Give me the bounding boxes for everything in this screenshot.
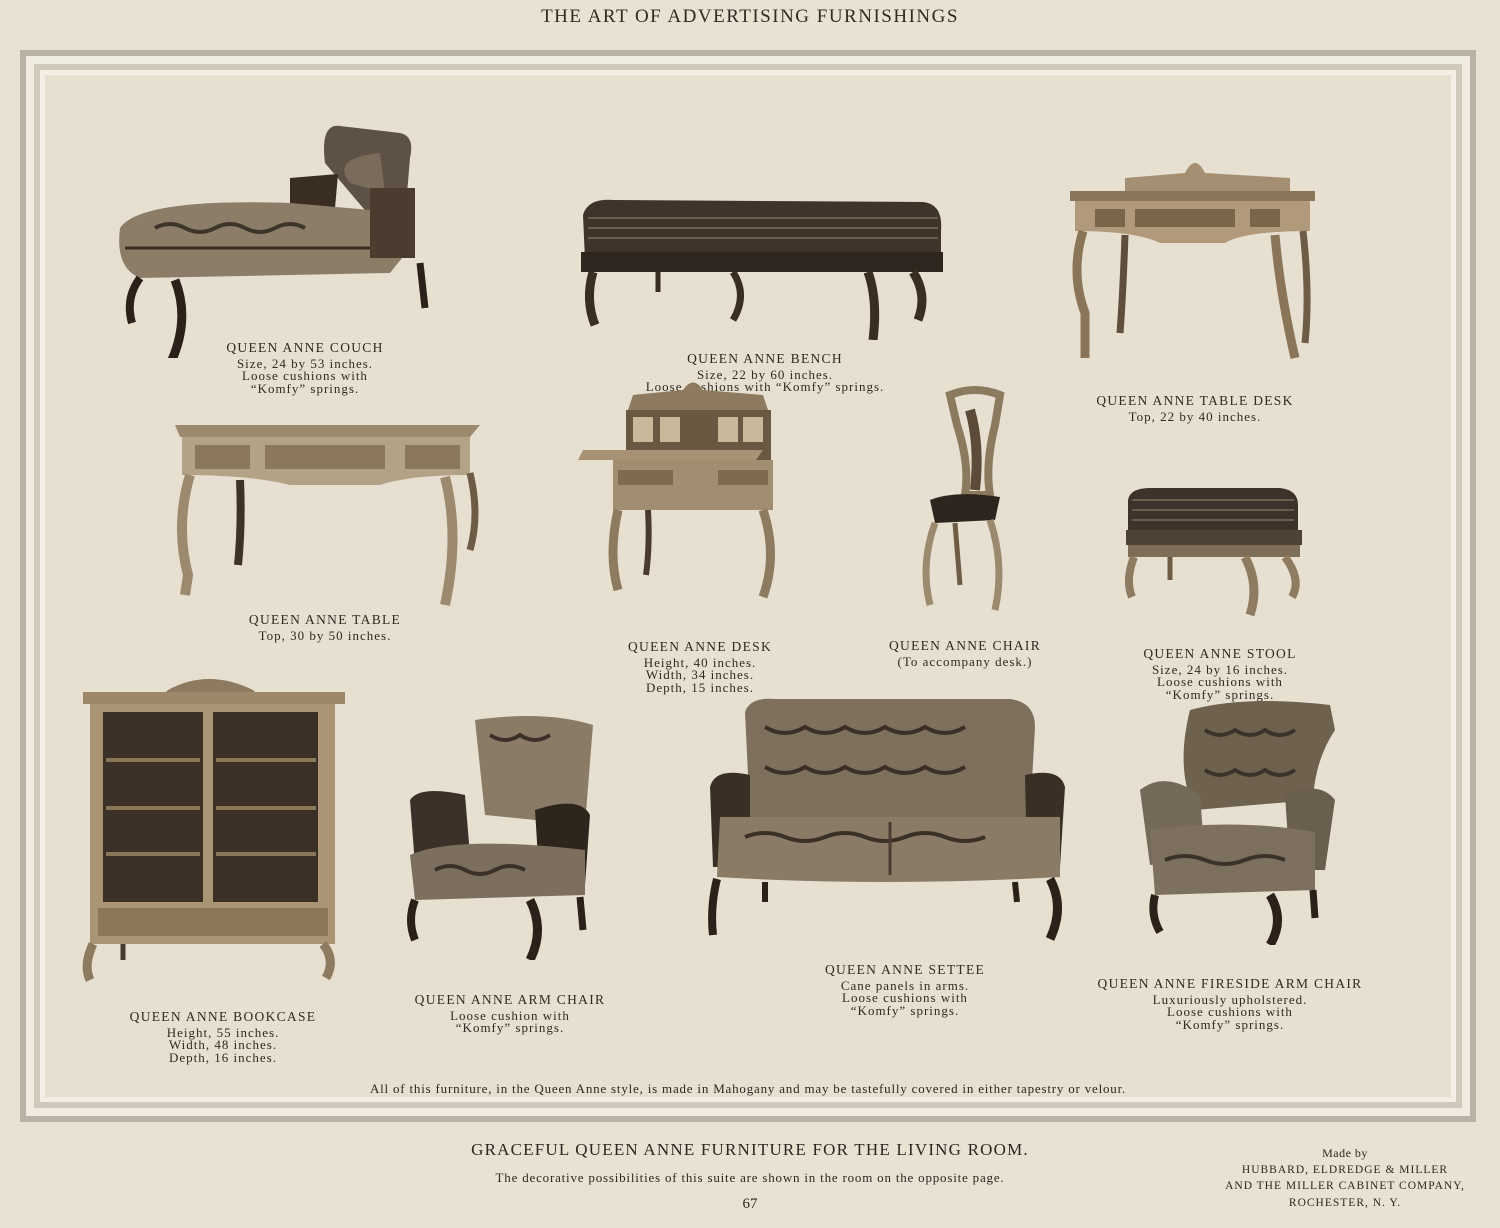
arm-chair-caption <box>390 994 630 1035</box>
stool-caption <box>1095 648 1345 701</box>
fireside-chair-detail-3: “Komfy” springs. <box>1175 1016 1285 1032</box>
bookcase-illustration <box>78 670 348 985</box>
page-number: 67 <box>742 1196 758 1212</box>
plate-subtitle: The decorative possibilities of this suite are shown in the room on the opposite page. <box>495 1170 1005 1185</box>
chair-detail-1: (To accompany desk.) <box>897 653 1033 669</box>
settee-illustration <box>705 697 1075 947</box>
maker-line-3: ROCHESTER, N. Y. <box>1288 1196 1402 1209</box>
couch-name: QUEEN ANNE COUCH <box>226 340 384 355</box>
chair-name: QUEEN ANNE CHAIR <box>888 638 1042 653</box>
table-desk-illustration <box>1065 143 1325 363</box>
maker-line-1: HUBBARD, ELDREDGE & MILLER <box>1241 1163 1449 1176</box>
plate-title: GRACEFUL QUEEN ANNE FURNITURE FOR THE LIVING ROOM. <box>471 1140 1029 1159</box>
table-caption <box>200 614 450 642</box>
bookcase-detail-3: Depth, 16 inches. <box>169 1049 277 1065</box>
desk-detail-3: Depth, 15 inches. <box>646 679 754 695</box>
table-desk-detail-1: Top, 22 by 40 inches. <box>1128 408 1262 424</box>
couch-illustration <box>80 98 480 358</box>
fireside-chair-illustration <box>1135 700 1345 945</box>
maker-credit <box>1190 1145 1500 1211</box>
settee-name: QUEEN ANNE SETTEE <box>824 962 986 977</box>
stool-detail-3: “Komfy” springs. <box>1165 686 1275 702</box>
bookcase-detail-1: Height, 55 inches. <box>166 1024 280 1040</box>
arm-chair-name: QUEEN ANNE ARM CHAIR <box>414 992 606 1007</box>
desk-illustration <box>578 375 808 600</box>
arm-chair-detail-1: Loose cushion with <box>450 1007 570 1023</box>
fireside-chair-detail-1: Luxuriously upholstered. <box>1152 991 1308 1007</box>
table-name: QUEEN ANNE TABLE <box>248 612 402 627</box>
couch-detail-1: Size, 24 by 53 inches. <box>236 355 374 371</box>
chair-illustration <box>895 385 1035 615</box>
bookcase-detail-2: Width, 48 inches. <box>168 1037 278 1053</box>
arm-chair-detail-2: “Komfy” springs. <box>455 1020 565 1036</box>
fireside-chair-name: QUEEN ANNE FIRESIDE ARM CHAIR <box>1097 976 1363 991</box>
stool-illustration <box>1120 485 1310 620</box>
chair-caption <box>855 640 1075 668</box>
table-desk-name: QUEEN ANNE TABLE DESK <box>1096 393 1294 408</box>
maker-line-2: AND THE MILLER CABINET COMPANY, <box>1225 1180 1465 1192</box>
desk-detail-2: Width, 34 inches. <box>645 667 755 683</box>
catalog-panel <box>45 75 1451 1097</box>
stool-detail-1: Size, 24 by 16 inches. <box>1151 661 1289 677</box>
bench-name: QUEEN ANNE BENCH <box>687 351 843 366</box>
stool-detail-2: Loose cushions with <box>1157 674 1283 690</box>
bench-detail-2: Loose cushions with “Komfy” springs. <box>645 379 885 395</box>
desk-detail-1: Height, 40 inches. <box>643 654 757 670</box>
settee-detail-2: Loose cushions with <box>842 990 968 1006</box>
bookcase-name: QUEEN ANNE BOOKCASE <box>129 1009 317 1024</box>
mahogany-footnote: All of this furniture, in the Queen Anne style, is made in Mahogany and may be tastefully covered in either tapestry or velour. <box>369 1081 1127 1096</box>
couch-detail-3: “Komfy” springs. <box>250 380 360 396</box>
couch-detail-2: Loose cushions with <box>242 368 368 384</box>
bench-detail-1: Size, 22 by 60 inches. <box>696 366 834 382</box>
bench-illustration <box>573 190 953 340</box>
decorative-border <box>20 50 1476 1122</box>
couch-caption <box>175 342 435 395</box>
stool-name: QUEEN ANNE STOOL <box>1143 646 1297 661</box>
table-detail-1: Top, 30 by 50 inches. <box>258 627 392 643</box>
made-by-label: Made by <box>1322 1146 1368 1160</box>
fireside-chair-caption <box>1070 978 1390 1031</box>
fireside-chair-detail-2: Loose cushions with <box>1167 1004 1293 1020</box>
bookcase-caption <box>103 1011 343 1064</box>
settee-detail-1: Cane panels in arms. <box>840 977 970 993</box>
table-desk-caption <box>1065 395 1325 423</box>
arm-chair-illustration <box>405 715 605 960</box>
settee-detail-3: “Komfy” springs. <box>850 1002 960 1018</box>
desk-caption <box>585 641 815 694</box>
running-head: THE ART OF ADVERTISING FURNISHINGS <box>541 6 959 27</box>
table-illustration <box>170 415 490 615</box>
desk-name: QUEEN ANNE DESK <box>628 639 772 654</box>
settee-caption <box>780 964 1030 1017</box>
